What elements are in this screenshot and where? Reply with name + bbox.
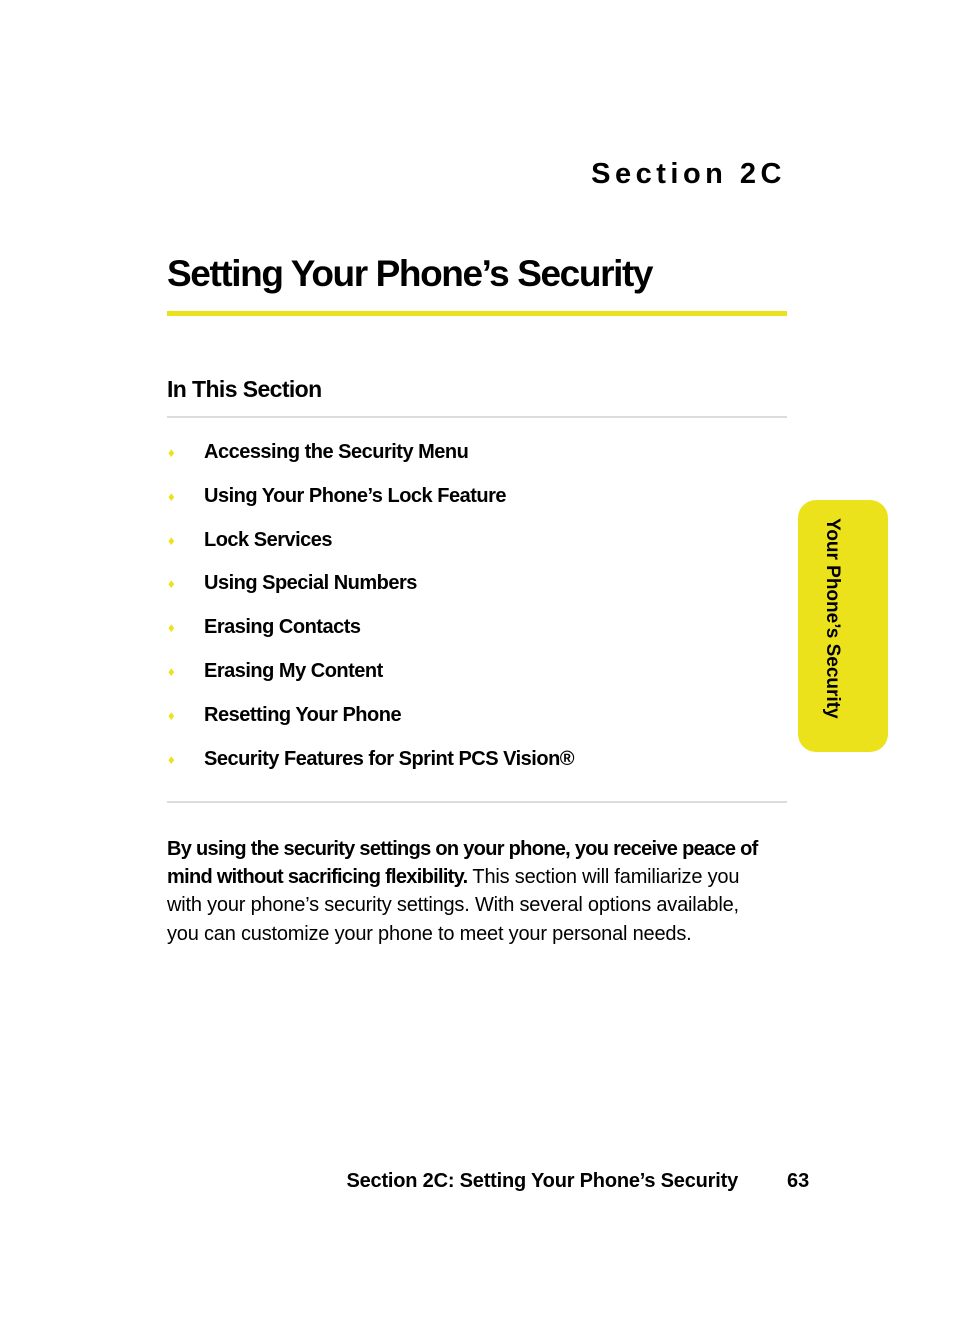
list-item-label: Resetting Your Phone (204, 703, 402, 726)
intro-body: This section will familiarize you with your phone’s security settings. With several options available, you can customize your phone to meet your personal needs. (167, 866, 740, 945)
diamond-icon: ♦ (168, 445, 175, 460)
diamond-icon: ♦ (168, 707, 175, 723)
list-item[interactable] (167, 743, 574, 787)
page-title: Setting Your Phone’s Security (167, 253, 653, 294)
list-item-label: Using Special Numbers (204, 572, 417, 595)
diamond-icon: ♦ (168, 576, 175, 592)
list-item[interactable] (167, 436, 574, 480)
section-label: Section 2C (591, 158, 786, 190)
diamond-icon: ♦ (168, 663, 175, 679)
intro-lead: By using the security settings on your phone, you receive peace of mind without sacrificing flexibility. (167, 838, 758, 889)
list-item-label: Lock Services (204, 528, 333, 551)
list-item[interactable] (167, 567, 574, 611)
list-item[interactable] (167, 655, 574, 699)
title-underline (167, 311, 787, 316)
divider-top (167, 416, 787, 418)
list-item-label: Using Your Phone’s Lock Feature (204, 484, 506, 507)
list-item-label: Accessing the Security Menu (204, 441, 469, 463)
list-item-label: Security Features for Sprint PCS Vision® (204, 747, 575, 770)
diamond-icon: ♦ (168, 488, 175, 504)
intro-paragraph (167, 835, 767, 948)
side-tab-label: Your Phone’s Security (822, 518, 843, 719)
diamond-icon: ♦ (168, 620, 175, 636)
list-item[interactable] (167, 699, 574, 743)
diamond-icon: ♦ (168, 532, 175, 548)
list-item-label: Erasing My Content (204, 659, 383, 682)
section-contents-list (167, 436, 574, 786)
in-this-section-heading: In This Section (167, 376, 322, 402)
divider-bottom (167, 801, 787, 803)
diamond-icon: ♦ (168, 751, 175, 767)
list-item[interactable] (167, 611, 574, 655)
list-item[interactable] (167, 524, 574, 568)
footer-title: Section 2C: Setting Your Phone’s Security (346, 1170, 738, 1192)
page-number: 63 (787, 1170, 810, 1192)
list-item[interactable] (167, 480, 574, 524)
list-item-label: Erasing Contacts (204, 616, 361, 639)
side-tab (798, 500, 888, 752)
